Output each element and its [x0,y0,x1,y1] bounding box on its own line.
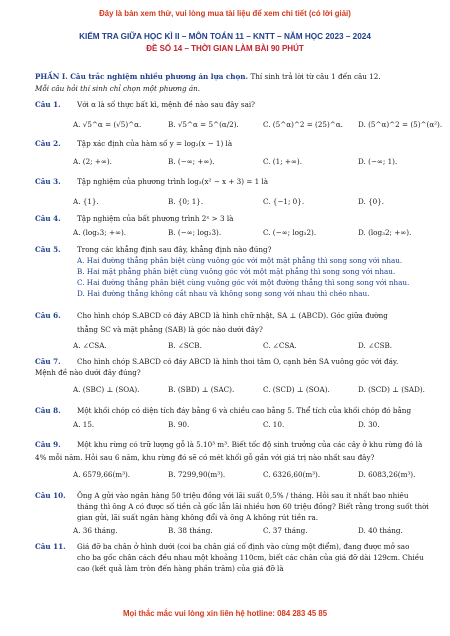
question-8 [35,405,445,435]
options [73,419,450,431]
option-c[interactable]: C. 10. [263,420,285,429]
question-11 [35,541,445,577]
question-9 [35,439,445,485]
question-number: Câu 6. [35,311,61,320]
option-a[interactable]: A. (SBC) ⊥ (SOA). [73,385,140,394]
option-b[interactable]: B. Hai mặt phẳng phân biệt cùng vuông góc với một mặt phẳng thì song song với nhau. [77,267,396,276]
question-4 [35,213,445,243]
question-text-cont-2: gian gửi, lãi suất ngân hàng không đổi và ông A không rút tiền ra. [77,513,319,522]
question-number: Câu 3. [35,177,61,186]
hotline-notice: Mọi thắc mắc vui lòng xin liên hệ hotline: 084 283 45 85 [122,609,328,618]
question-text: Tập nghiệm của phương trình log₃(x² − x + 3) = 1 là [77,177,269,186]
question-number: Câu 5. [35,245,61,254]
option-a[interactable]: A. 15. [73,420,95,429]
option-b[interactable]: B. (−∞; +∞). [168,157,215,166]
question-text: Ông A gửi vào ngân hàng 50 triệu đồng với lãi suất 0,5% / tháng. Hỏi sau ít nhất bao nhiêu [77,491,409,500]
part-note: Mỗi câu hỏi thí sinh chỉ chọn một phương án. [35,84,201,93]
question-number: Câu 8. [35,406,61,415]
question-text: Một khu rừng có trữ lượng gỗ là 5.10³ m³. Biết tốc độ sinh trưởng của các cây ở khu rừng đó là [77,440,423,449]
option-d[interactable]: D. (SCD) ⊥ (SAD). [358,385,425,394]
question-text-cont: cho ba gốc chân cách đều nhau một khoảng 110cm, biết các chân của giá đỡ dài 129cm. Chiều [77,553,424,562]
option-d[interactable]: D. 6083,26(m³). [358,470,416,479]
option-a[interactable]: A. Hai đường thẳng phân biệt cùng vuông góc với một mặt phẳng thì song song với nhau. [77,256,403,265]
option-a[interactable]: A. ∠CSA. [73,341,107,350]
option-b[interactable]: B. ∠SCB. [168,341,202,350]
option-c[interactable]: C. Hai đường thẳng phân biệt cùng vuông góc với một đường thẳng thì song song với nhau. [77,278,410,287]
option-b[interactable]: B. {0; 1}. [168,197,204,206]
options [73,469,450,481]
question-2 [35,138,445,172]
options [73,525,450,537]
option-c[interactable]: C. (1; +∞). [263,157,302,166]
option-c[interactable]: C. (5^α)^2 = (25)^α. [263,120,343,129]
option-d[interactable]: D. Hai đường thẳng không cắt nhau và không song song với nhau thì chéo nhau. [77,289,370,298]
question-10 [35,490,445,538]
options [73,156,450,168]
option-d[interactable]: D. {0}. [358,197,385,206]
option-c[interactable]: C. 37 tháng. [263,526,308,535]
option-b[interactable]: B. (−∞; log₂3). [168,228,222,237]
option-b[interactable]: B. √5^α = 5^(α/2). [168,120,239,129]
option-d[interactable]: D. (log₃2; +∞). [358,228,412,237]
option-b[interactable]: B. (SBD) ⊥ (SAC). [168,385,235,394]
option-d[interactable]: D. 30. [358,420,380,429]
question-text: Trong các khẳng định sau đây, khẳng định nào đúng? [77,245,272,254]
option-a[interactable]: A. 36 tháng. [73,526,118,535]
options [73,227,450,239]
exam-subtitle: ĐỀ SỐ 14 – THỜI GIAN LÀM BÀI 90 PHÚT [146,44,304,53]
question-text: Cho hình chóp S.ABCD có đáy ABCD là hình thoi tâm O, cạnh bên SA vuông góc với đáy. [77,357,399,366]
option-a[interactable]: A. (log₂3; +∞). [73,228,127,237]
part-heading [35,72,381,81]
option-d[interactable]: D. ∠CSB. [358,341,393,350]
question-number: Câu 7. [35,357,61,366]
option-c[interactable]: C. (SCD) ⊥ (SOA). [263,385,330,394]
option-b[interactable]: B. 7299,90(m³). [168,470,226,479]
option-c[interactable]: C. ∠CSA. [263,341,297,350]
option-c[interactable]: C. (−∞; log₃2). [263,228,317,237]
question-text: Với α là số thực bất kì, mệnh đề nào sau đây sai? [77,100,256,109]
question-7 [35,356,445,400]
preview-notice: Đây là bản xem thử, vui lòng mua tài liệu để xem chi tiết (có lời giải) [99,9,351,18]
question-text-cont: Mệnh đề nào dưới đây đúng? [35,368,141,377]
option-a[interactable]: A. {1}. [73,197,99,206]
part-title: PHẦN I. Câu trắc nghiệm nhiều phương án lựa chọn. [35,72,248,81]
question-text-cont: tháng thì ông A có được số tiền cả gốc lẫn lãi nhiều hơn 60 triệu đồng? Biết rằng trong suốt thời [77,502,429,511]
option-c[interactable]: C. {−1; 0}. [263,197,305,206]
option-b[interactable]: B. 38 tháng. [168,526,213,535]
question-text-cont-2: cao (kết quả làm tròn đến hàng phần trăm) của giá đỡ là [77,564,284,573]
option-d[interactable]: D. (5^α)^2 = (5)^(α²). [358,120,443,129]
option-d[interactable]: D. 40 tháng. [358,526,403,535]
question-text: Cho hình chóp S.ABCD có đáy ABCD là hình chữ nhật, SA ⊥ (ABCD). Góc giữa đường [77,311,388,320]
question-number: Câu 4. [35,214,61,223]
question-number: Câu 2. [35,139,61,148]
part-instruction: Thí sinh trả lời từ câu 1 đến câu 12. [250,72,381,81]
option-c[interactable]: C. 6326,60(m³). [263,470,321,479]
question-1 [35,99,445,133]
question-number: Câu 9. [35,440,61,449]
option-b[interactable]: B. 90. [168,420,190,429]
option-a[interactable]: A. 6579,66(m³). [73,470,131,479]
question-5 [35,244,445,300]
options [73,119,450,131]
question-text-cont: 4% mỗi năm. Hỏi sau 6 năm, khu rừng đó sẽ có mét khối gỗ gần với giá trị nào nhất sau đây? [35,453,375,462]
question-text: Tập nghiệm của bất phương trình 2ˣ > 3 là [77,214,234,223]
question-number: Câu 1. [35,100,61,109]
options [73,340,450,352]
question-6 [35,310,445,352]
question-text-cont: thẳng SC và mặt phẳng (SAB) là góc nào dưới đây? [77,325,263,334]
question-text: Giá đỡ ba chân ở hình dưới (coi ba chân giá cố định vào cùng một điểm), đang được mở sao [77,542,410,551]
option-d[interactable]: D. (−∞; 1). [358,157,398,166]
question-number: Câu 10. [35,491,66,500]
question-text: Tập xác định của hàm số y = log₂(x − 1) là [77,139,233,148]
question-text: Một khối chóp có diện tích đáy bằng 6 và chiều cao bằng 5. Thể tích của khối chóp đó bằng [77,406,412,415]
options [73,196,450,208]
question-3 [35,176,445,210]
options [73,384,450,396]
option-a[interactable]: A. (2; +∞). [73,157,112,166]
question-number: Câu 11. [35,542,66,551]
exam-title: KIỂM TRA GIỮA HỌC KÌ II – MÔN TOÁN 11 – KNTT – NĂM HỌC 2023 – 2024 [79,32,371,41]
option-a[interactable]: A. √5^α = (√5)^α. [73,120,142,129]
